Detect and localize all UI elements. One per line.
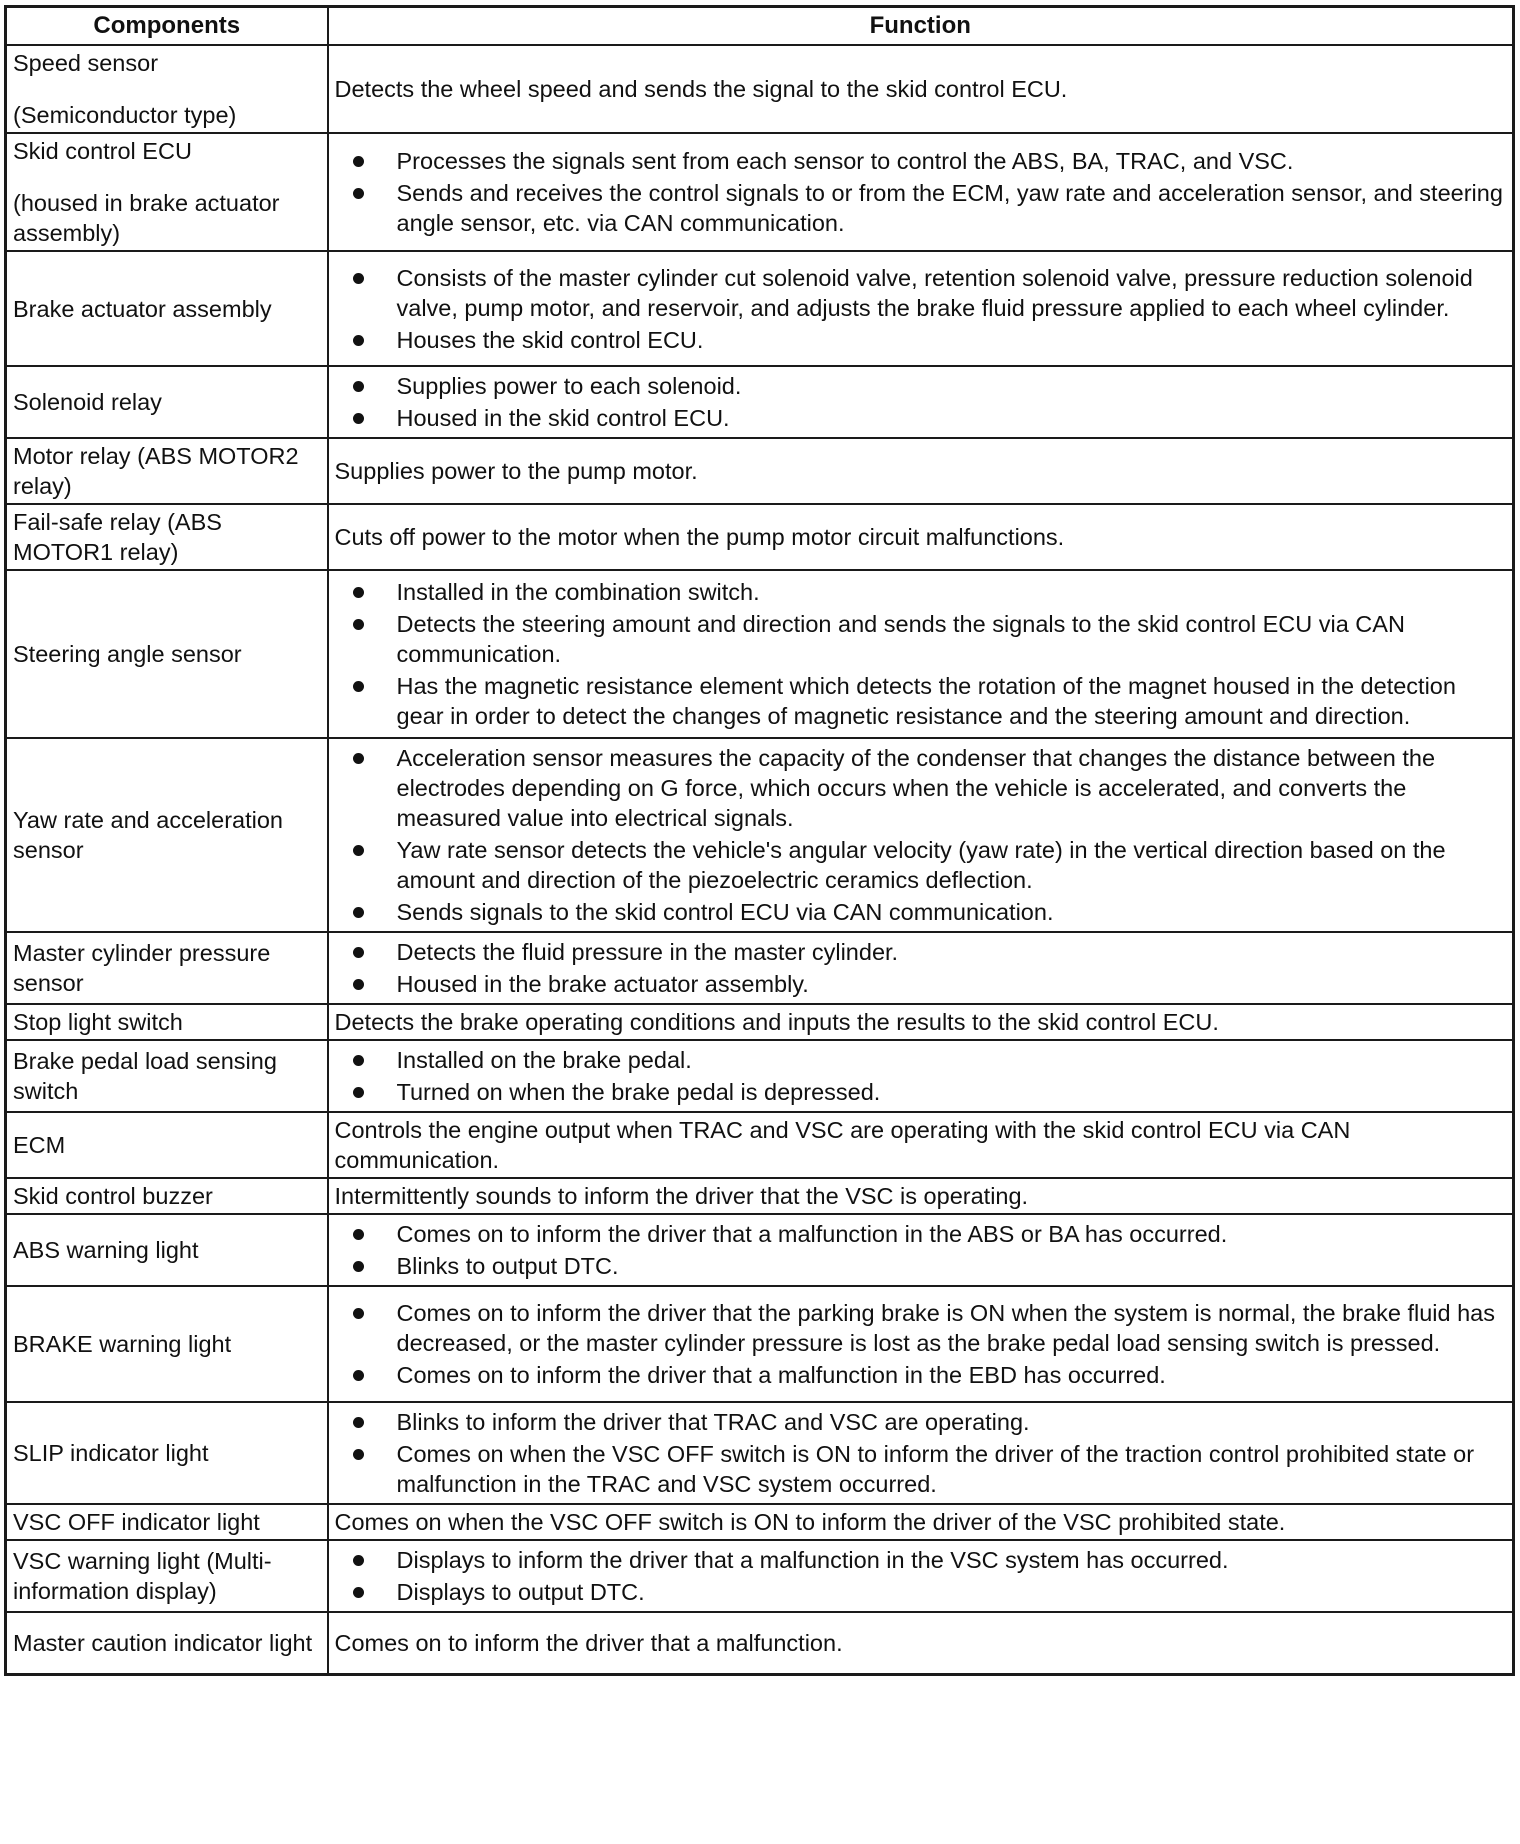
function-bullet-list — [335, 1407, 1509, 1499]
function-cell — [328, 1504, 1514, 1540]
function-cell — [328, 45, 1514, 133]
function-cell — [328, 1612, 1514, 1674]
table-row — [6, 1540, 1514, 1612]
function-bullet-list — [335, 1545, 1509, 1607]
function-cell — [328, 251, 1514, 366]
function-bullet-item: Processes the signals sent from each sensor to control the ABS, BA, TRAC, and VSC. — [353, 146, 1509, 176]
function-bullet-item: Houses the skid control ECU. — [353, 325, 1509, 355]
table-row — [6, 504, 1514, 570]
function-bullet-item: Acceleration sensor measures the capacity of the condenser that changes the distance between the electrodes depending on G force, which occurs when the vehicle is accelerated, and converts the measured value into electrical signals. — [353, 743, 1509, 833]
table-row — [6, 1178, 1514, 1214]
table-row — [6, 1402, 1514, 1504]
function-bullet-list — [335, 1298, 1509, 1390]
component-cell — [6, 1540, 328, 1612]
function-bullet-item: Comes on to inform the driver that the parking brake is ON when the system is normal, the brake fluid has decreased, or the master cylinder pressure is lost as the brake pedal load sensing switch is pressed. — [353, 1298, 1509, 1358]
component-name: Master cylinder pressure sensor — [13, 940, 271, 996]
function-cell — [328, 1004, 1514, 1040]
function-text: Intermittently sounds to inform the driver that the VSC is operating. — [334, 1183, 1029, 1209]
component-name: Stop light switch — [13, 1009, 183, 1035]
function-bullet-item: Has the magnetic resistance element which detects the rotation of the magnet housed in the detection gear in order to detect the changes of magnetic resistance and the steering amount and direction. — [353, 671, 1509, 731]
function-bullet-item: Comes on to inform the driver that a malfunction in the ABS or BA has occurred. — [353, 1219, 1509, 1249]
function-text: Detects the brake operating conditions and inputs the results to the skid control ECU. — [334, 1009, 1219, 1035]
component-cell — [6, 1504, 328, 1540]
component-name: Skid control buzzer — [13, 1183, 213, 1209]
function-bullet-list — [335, 263, 1509, 355]
component-name: ECM — [13, 1132, 66, 1158]
table-body — [6, 45, 1514, 1674]
table-row — [6, 251, 1514, 366]
function-bullet-list — [335, 1219, 1509, 1281]
table-row — [6, 133, 1514, 251]
table-row — [6, 932, 1514, 1004]
function-text: Comes on to inform the driver that a malfunction. — [334, 1629, 843, 1656]
function-cell — [328, 1214, 1514, 1286]
function-bullet-item: Sends and receives the control signals to or from the ECM, yaw rate and acceleration sensor, and steering angle sensor, etc. via CAN communication. — [353, 178, 1509, 238]
function-bullet-list — [335, 577, 1509, 731]
function-bullet-list — [335, 937, 1509, 999]
function-text: Supplies power to the pump motor. — [334, 458, 698, 484]
function-bullet-item: Detects the fluid pressure in the master cylinder. — [353, 937, 1509, 967]
component-name: SLIP indicator light — [13, 1440, 209, 1466]
component-cell — [6, 1004, 328, 1040]
table-row — [6, 1214, 1514, 1286]
function-cell — [328, 932, 1514, 1004]
component-name: Yaw rate and acceleration sensor — [13, 807, 283, 863]
component-cell — [6, 504, 328, 570]
function-cell — [328, 438, 1514, 504]
component-cell — [6, 45, 328, 133]
components-function-table — [4, 5, 1515, 1676]
table-row — [6, 1112, 1514, 1178]
component-cell — [6, 1612, 328, 1674]
function-bullet-list — [335, 743, 1509, 927]
function-cell — [328, 1402, 1514, 1504]
function-cell — [328, 570, 1514, 738]
function-bullet-item: Comes on to inform the driver that a malfunction in the EBD has occurred. — [353, 1360, 1509, 1390]
function-bullet-item: Housed in the skid control ECU. — [353, 403, 1509, 433]
component-name: Motor relay (ABS MOTOR2 relay) — [13, 443, 299, 499]
table-row — [6, 1286, 1514, 1402]
component-subtitle: (housed in brake actuator assembly) — [13, 190, 280, 246]
function-bullet-item: Supplies power to each solenoid. — [353, 371, 1509, 401]
component-cell — [6, 1040, 328, 1112]
function-text: Controls the engine output when TRAC and VSC are operating with the skid control ECU via CAN communication. — [334, 1117, 1351, 1173]
component-name: Skid control ECU — [13, 138, 192, 164]
table-row — [6, 738, 1514, 932]
table-row — [6, 1612, 1514, 1674]
function-bullet-item: Displays to output DTC. — [353, 1577, 1509, 1607]
function-bullet-item: Yaw rate sensor detects the vehicle's angular velocity (yaw rate) in the vertical direction based on the amount and direction of the piezoelectric ceramics deflection. — [353, 835, 1509, 895]
component-cell — [6, 438, 328, 504]
function-bullet-item: Installed on the brake pedal. — [353, 1045, 1509, 1075]
component-name: BRAKE warning light — [13, 1331, 232, 1357]
function-text: Detects the wheel speed and sends the signal to the skid control ECU. — [334, 76, 1068, 102]
header-function: Function — [328, 7, 1514, 46]
function-bullet-item: Consists of the master cylinder cut solenoid valve, retention solenoid valve, pressure reduction solenoid valve, pump motor, and reservoir, and adjusts the brake fluid pressure applied to each wheel cylinder. — [353, 263, 1509, 323]
function-bullet-item: Blinks to output DTC. — [353, 1251, 1509, 1281]
header-row — [6, 7, 1514, 46]
function-cell — [328, 504, 1514, 570]
component-name: Steering angle sensor — [13, 641, 242, 667]
function-cell — [328, 1540, 1514, 1612]
function-bullet-list — [335, 146, 1509, 238]
function-bullet-item: Detects the steering amount and direction and sends the signals to the skid control ECU via CAN communication. — [353, 609, 1509, 669]
component-cell — [6, 133, 328, 251]
table-row — [6, 366, 1514, 438]
component-cell — [6, 738, 328, 932]
component-cell — [6, 1178, 328, 1214]
component-cell — [6, 1286, 328, 1402]
function-text: Comes on when the VSC OFF switch is ON to inform the driver of the VSC prohibited state. — [334, 1509, 1286, 1535]
component-cell — [6, 1402, 328, 1504]
component-name: ABS warning light — [13, 1237, 199, 1263]
function-bullet-item: Installed in the combination switch. — [353, 577, 1509, 607]
header-components: Components — [6, 7, 328, 46]
function-cell — [328, 1178, 1514, 1214]
function-text: Cuts off power to the motor when the pump motor circuit malfunctions. — [334, 524, 1065, 550]
function-bullet-list — [335, 1045, 1509, 1107]
component-name: Master caution indicator light — [13, 1629, 313, 1656]
function-bullet-item: Comes on when the VSC OFF switch is ON to inform the driver of the traction control prohibited state or malfunction in the TRAC and VSC system occurred. — [353, 1439, 1509, 1499]
component-cell — [6, 251, 328, 366]
table-row — [6, 45, 1514, 133]
table-row — [6, 1004, 1514, 1040]
component-name: Fail-safe relay (ABS MOTOR1 relay) — [13, 509, 222, 565]
table-row — [6, 1040, 1514, 1112]
function-cell — [328, 1040, 1514, 1112]
component-name: Brake actuator assembly — [13, 295, 272, 322]
component-cell — [6, 570, 328, 738]
table-row — [6, 438, 1514, 504]
function-bullet-list — [335, 371, 1509, 433]
function-bullet-item: Displays to inform the driver that a malfunction in the VSC system has occurred. — [353, 1545, 1509, 1575]
component-name: Speed sensor — [13, 50, 159, 76]
component-name: VSC OFF indicator light — [13, 1509, 260, 1535]
function-bullet-item: Turned on when the brake pedal is depressed. — [353, 1077, 1509, 1107]
function-cell — [328, 1286, 1514, 1402]
component-cell — [6, 1214, 328, 1286]
component-cell — [6, 366, 328, 438]
function-cell — [328, 738, 1514, 932]
function-bullet-item: Blinks to inform the driver that TRAC and VSC are operating. — [353, 1407, 1509, 1437]
component-cell — [6, 932, 328, 1004]
component-name: VSC warning light (Multi-information display) — [13, 1548, 272, 1604]
table-row — [6, 1504, 1514, 1540]
function-cell — [328, 133, 1514, 251]
function-cell — [328, 1112, 1514, 1178]
component-subtitle: (Semiconductor type) — [13, 102, 237, 128]
component-cell — [6, 1112, 328, 1178]
component-name: Solenoid relay — [13, 389, 162, 415]
function-cell — [328, 366, 1514, 438]
components-table-container — [4, 5, 1512, 1676]
function-bullet-item: Sends signals to the skid control ECU via CAN communication. — [353, 897, 1509, 927]
component-name: Brake pedal load sensing switch — [13, 1048, 277, 1104]
function-bullet-item: Housed in the brake actuator assembly. — [353, 969, 1509, 999]
table-row — [6, 570, 1514, 738]
